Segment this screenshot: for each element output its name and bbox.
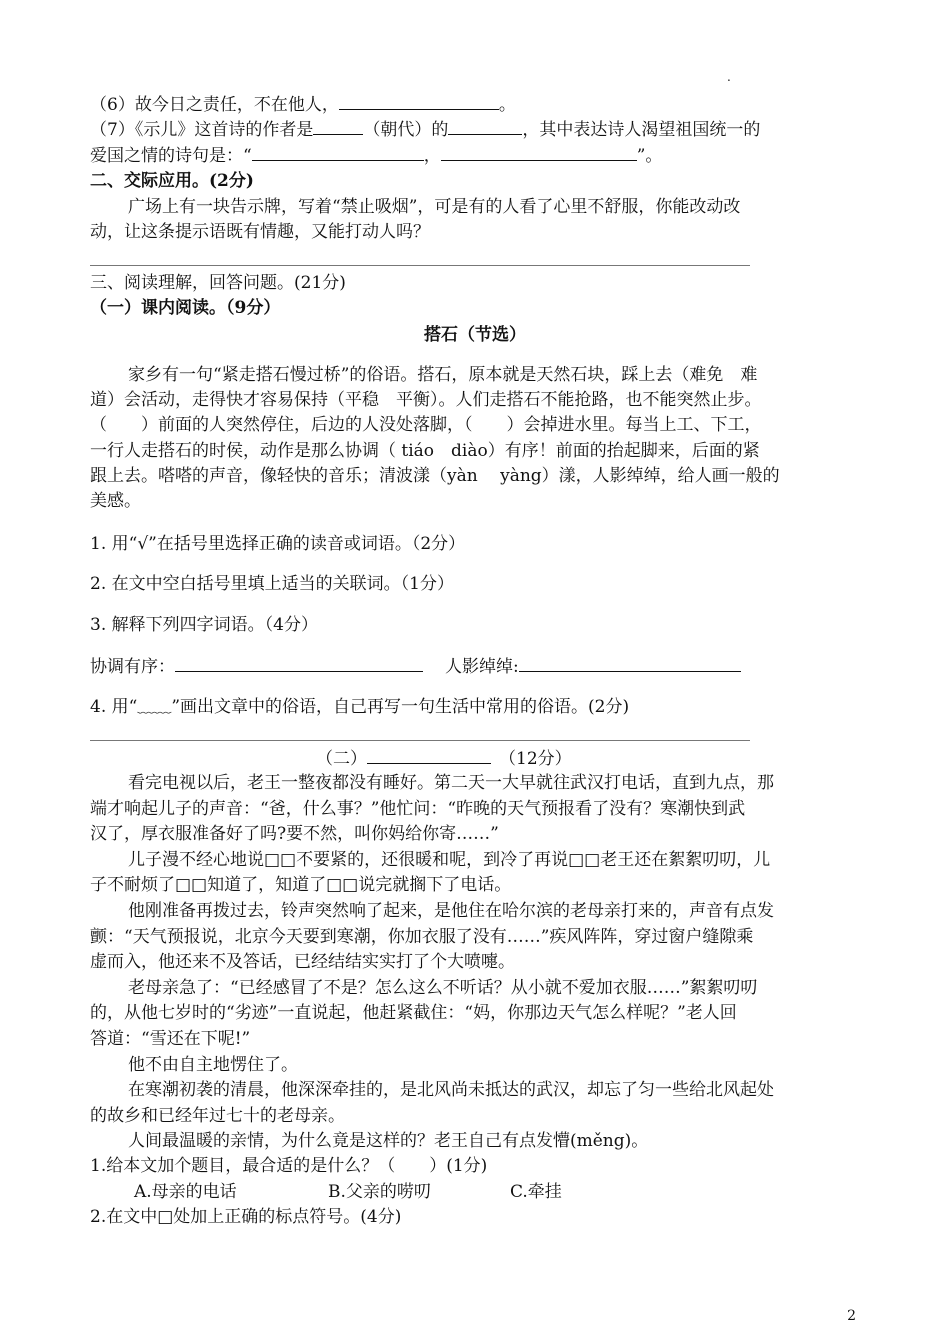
passage-2-line: 老母亲急了：“已经感冒了不是？怎么这么不听话？从小就不爱加衣服……”絮絮叨叨 <box>128 978 758 998</box>
passage-title: 搭石（节选） <box>424 325 526 345</box>
section-2-heading: 二、交际应用。(2分) <box>90 171 254 191</box>
question-4-text-b: ”画出文章中的俗语，自己再写一句生活中常用的俗语。(2分) <box>171 697 630 717</box>
reading-1-question-3: 3. 解释下列四字词语。（4分） <box>90 615 318 635</box>
answer-blank[interactable] <box>252 144 424 161</box>
answer-line[interactable] <box>90 265 750 266</box>
term-2-label: 人影绰绰: <box>445 657 519 677</box>
answer-blank[interactable] <box>441 144 637 161</box>
section-2-paragraph-line2: 动，让这条提示语既有情趣，又能打动人吗？ <box>90 222 430 242</box>
question-6-end: 。 <box>498 95 516 115</box>
reading-1-question-1: 1. 用“√”在括号里选择正确的读音或词语。（2分） <box>90 534 466 554</box>
reading-1-heading: （一）课内阅读。（9分） <box>90 298 281 318</box>
wavy-line-mark: ﹏﹏ <box>137 697 172 717</box>
answer-blank[interactable] <box>175 655 423 672</box>
question-4-text-a: 4. 用“ <box>90 697 138 717</box>
passage-2-line: 的，从他七岁时的“劣迹”一直说起，他赶紧截住：“妈，你那边天气怎么样呢？”老人回 <box>90 1003 737 1023</box>
reading-1-question-4 <box>90 696 629 718</box>
passage-2-line: 在寒潮初袭的清晨，他深深牵挂的，是北风尚未抵达的武汉，却忘了匀一些给北风起处 <box>128 1080 774 1100</box>
question-7-line2-a: 爱国之情的诗句是：“ <box>90 146 252 166</box>
reading-1-question-3-answers <box>90 655 741 678</box>
passage-line: 美感。 <box>90 491 141 511</box>
answer-blank[interactable] <box>448 118 522 135</box>
question-7-line2-b: ， <box>423 146 441 166</box>
answer-blank[interactable] <box>339 93 499 110</box>
passage-2-line: 人间最温暖的亲情，为什么竟是这样的？老王自己有点发懵(měng)。 <box>128 1131 649 1151</box>
passage-2-line: 虚而入，他还来不及答话，已经结结实实打了个大喷嚏。 <box>90 952 515 972</box>
passage-2-line: 儿子漫不经心地说□□不要紧的，还很暖和呢，到冷了再说□□老王还在絮絮叨叨，儿 <box>128 850 771 870</box>
question-7-line2 <box>90 144 662 167</box>
passage-2-line: 看完电视以后，老王一整夜都没有睡好。第二天一大早就往武汉打电话，直到九点，那 <box>128 773 774 793</box>
term-1-label: 协调有序： <box>90 657 175 677</box>
passage-line: 一行人走搭石的时侯，动作是那么协调（ tiáo diào）有序！前面的抬起脚来，后面的紧 <box>90 441 760 461</box>
page-number: 2 <box>847 1308 856 1324</box>
title-blank[interactable] <box>367 747 491 764</box>
question-6 <box>90 93 516 116</box>
reading-2-label: （二） <box>316 749 367 769</box>
passage-line: 道）会活动，走得快才容易保持（平稳 平衡）。人们走搭石不能抢路，也不能突然止步。 <box>90 390 762 410</box>
passage-line: 家乡有一句“紧走搭石慢过桥”的俗语。搭石，原本就是天然石块，踩上去（难免 难 <box>128 365 758 385</box>
reading-2-heading <box>316 747 572 770</box>
section-2-paragraph-line1: 广场上有一块告示牌，写着“禁止吸烟”，可是有的人看了心里不舒服，你能改动改 <box>128 197 741 217</box>
section-3-heading: 三、阅读理解，回答问题。(21分) <box>90 273 346 293</box>
question-7-line1 <box>90 118 760 141</box>
passage-2-line: 子不耐烦了□□知道了，知道了□□说完就搁下了电话。 <box>90 875 512 895</box>
answer-line[interactable] <box>90 740 750 741</box>
passage-2-line: 颤：“天气预报说，北京今天要到寒潮，你加衣服了没有……”疾风阵阵，穿过窗户缝隙乘 <box>90 927 754 947</box>
passage-2-line: 他刚准备再拨过去，铃声突然响了起来，是他住在哈尔滨的老母亲打来的，声音有点发 <box>128 901 774 921</box>
passage-2-line: 端才响起儿子的声音：“爸，什么事？”他忙问：“昨晚的天气预报看了没有？寒潮快到武 <box>90 799 746 819</box>
answer-blank[interactable] <box>519 655 741 672</box>
passage-2-line: 汉了，厚衣服准备好了吗?要不然，叫你妈给你寄……” <box>90 824 499 844</box>
option-b: B.父亲的唠叨 <box>328 1182 431 1202</box>
question-7-text-c: ，其中表达诗人渴望祖国统一的 <box>522 120 761 140</box>
question-6-text: （6）故今日之责任，不在他人， <box>90 95 339 115</box>
passage-line: （ ）前面的人突然停住，后边的人没处落脚，（ ）会掉进水里。每当上工、下工， <box>90 415 762 435</box>
question-7-text-a: （7）《示儿》这首诗的作者是 <box>90 120 314 140</box>
passage-2-line: 答道：“雪还在下呢!” <box>90 1029 251 1049</box>
question-7-text-b: （朝代）的 <box>363 120 449 140</box>
question-7-line2-c: ”。 <box>636 146 663 166</box>
reading-2-question-1: 1.给本文加个题目，最合适的是什么？（ ）(1分) <box>90 1156 488 1176</box>
passage-2-line: 的故乡和已经年过七十的老母亲。 <box>90 1106 345 1126</box>
answer-blank[interactable] <box>313 118 363 135</box>
top-mark: . <box>727 70 731 84</box>
option-a: A.母亲的电话 <box>134 1182 237 1202</box>
option-c: C.牵挂 <box>510 1182 562 1202</box>
reading-2-score: （12分） <box>499 749 572 769</box>
passage-line: 跟上去。嗒嗒的声音，像轻快的音乐；清波漾（yàn yàng）漾，人影绰绰，给人画一般的 <box>90 466 780 486</box>
reading-2-question-2: 2.在文中□处加上正确的标点符号。(4分) <box>90 1207 402 1227</box>
passage-2-line: 他不由自主地愣住了。 <box>128 1055 298 1075</box>
reading-1-question-2: 2. 在文中空白括号里填上适当的关联词。（1分） <box>90 574 454 594</box>
